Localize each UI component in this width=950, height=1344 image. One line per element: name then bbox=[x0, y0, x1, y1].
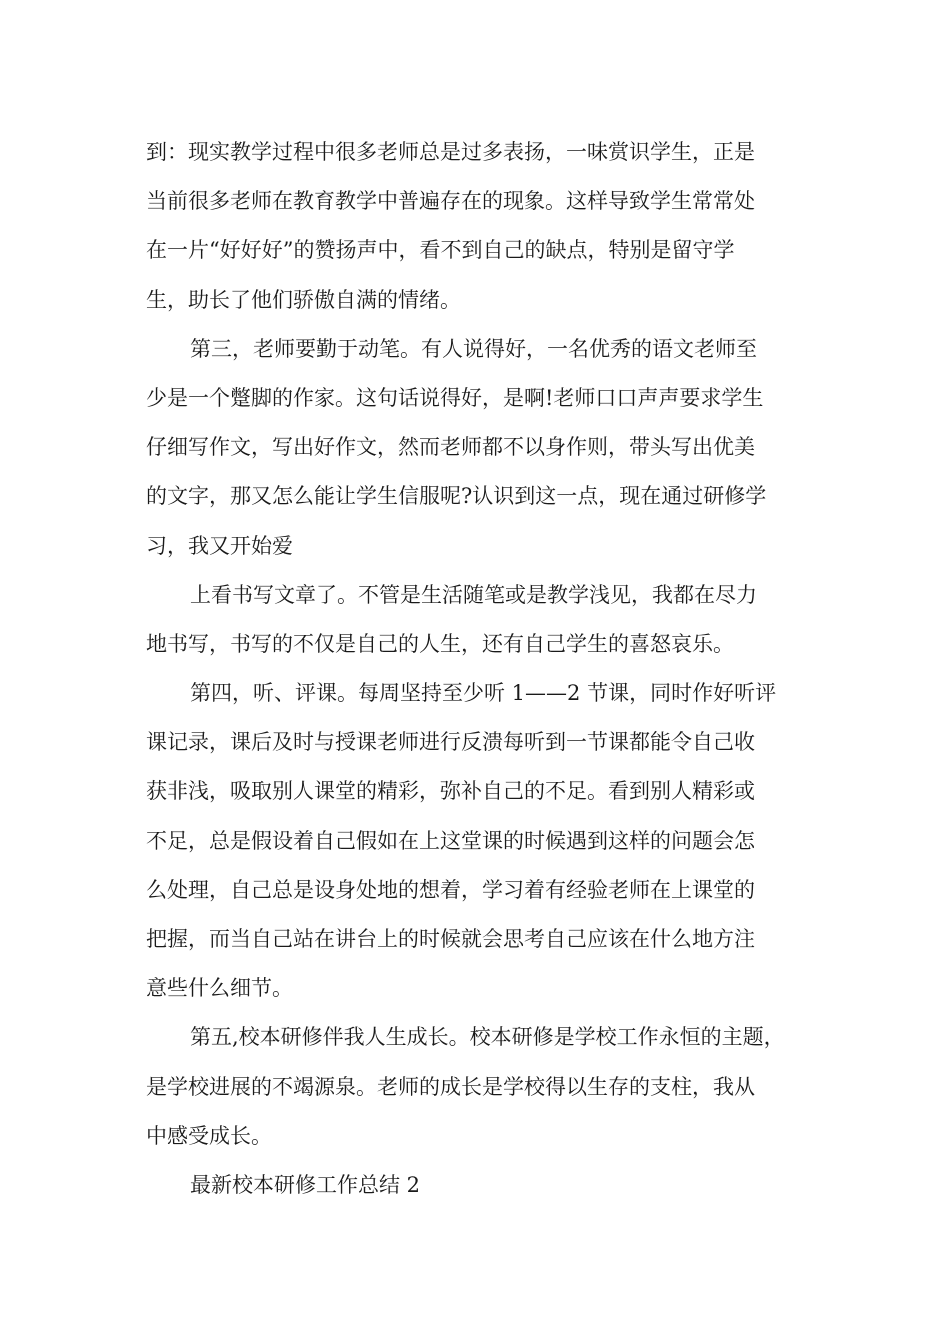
text-line: 少是一个蹩脚的作家。这句话说得好，是啊!老师口口声声要求学生 bbox=[146, 385, 764, 410]
section-heading bbox=[146, 1161, 810, 1210]
text-line: 上看书写文章了。不管是生活随笔或是教学浅见，我都在尽力 bbox=[190, 582, 757, 607]
text-line: 课记录，课后及时与授课老师进行反溃每听到一节课都能令自己收 bbox=[146, 730, 755, 755]
paragraph-third bbox=[146, 325, 810, 571]
text-line: 当前很多老师在教育教学中普遍存在的现象。这样导致学生常常处 bbox=[146, 189, 755, 214]
text-line: 第五,校本研修伴我人生成长。校本研修是学校工作永恒的主题， bbox=[190, 1025, 785, 1050]
text-line: 把握，而当自己站在讲台上的时候就会思考自己应该在什么地方注 bbox=[146, 927, 755, 951]
text-line: 仔细写作文，写出好作文，然而老师都不以身作则，带头写出优美 bbox=[146, 435, 755, 460]
paragraph-fourth bbox=[146, 669, 810, 1013]
text-line: 不足，总是假设着自己假如在上这堂课的时候遇到这样的问题会怎 bbox=[146, 828, 755, 853]
text-line: 在一片“好好好”的赞扬声中，看不到自己的缺点，特别是留守学 bbox=[146, 238, 735, 263]
paragraph-writing bbox=[146, 571, 810, 669]
paragraph-fifth bbox=[146, 1013, 810, 1161]
text-line: 生，助长了他们骄傲自满的情绪。 bbox=[146, 287, 461, 312]
text-line: 习，我又开始爱 bbox=[146, 533, 293, 558]
text-line: 到：现实教学过程中很多老师总是过多表扬，一味赏识学生，正是 bbox=[146, 140, 755, 164]
text-line: 获非浅，吸取别人课堂的精彩，弥补自己的不足。看到别人精彩或 bbox=[146, 779, 755, 804]
document-body bbox=[146, 128, 810, 1210]
text-line: 意些什么细节。 bbox=[146, 976, 293, 1001]
paragraph-praise bbox=[146, 128, 810, 325]
text-line: 么处理，自己总是设身处地的想着，学习着有经验老师在上课堂的 bbox=[146, 877, 755, 902]
text-line: 第三，老师要勤于动笔。有人说得好，一名优秀的语文老师至 bbox=[190, 336, 757, 361]
text-line: 中感受成长。 bbox=[146, 1123, 272, 1148]
text-line: 地书写，书写的不仅是自己的人生，还有自己学生的喜怒哀乐。 bbox=[146, 631, 734, 656]
section-title: 最新校本研修工作总结 2 bbox=[190, 1172, 421, 1197]
text-line: 第四，听、评课。每周坚持至少听 1——2 节课，同时作好听评 bbox=[190, 681, 777, 706]
text-line: 是学校进展的不竭源泉。老师的成长是学校得以生存的支柱，我从 bbox=[146, 1074, 755, 1099]
text-line: 的文字，那又怎么能让学生信服呢?认识到这一点，现在通过研修学 bbox=[146, 484, 767, 509]
